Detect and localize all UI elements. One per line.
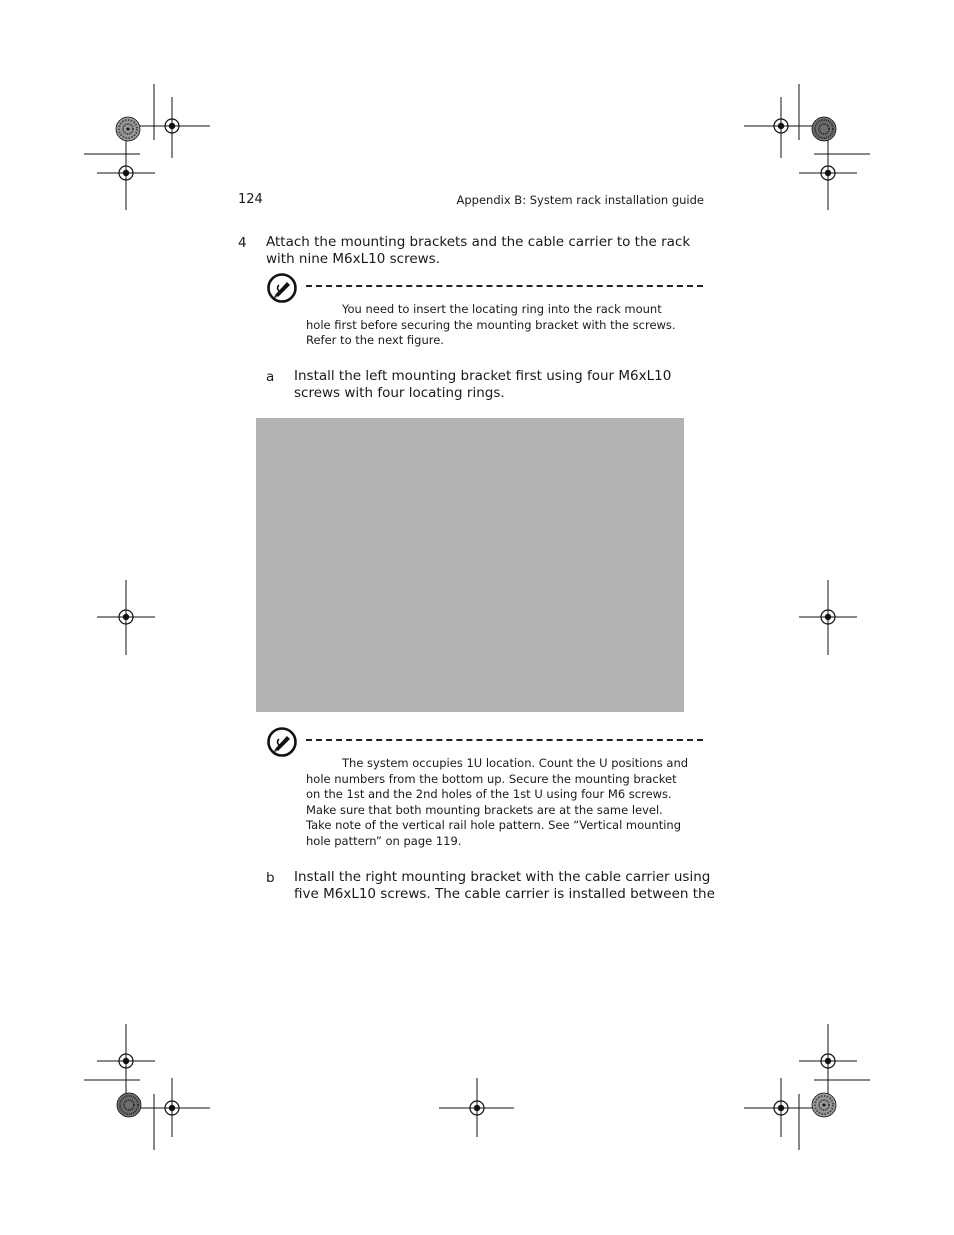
substep-b-letter: b — [266, 870, 275, 886]
substep-a-line-1: Install the left mounting bracket first using four M6xL10 — [294, 368, 672, 384]
note-1-line-3: Refer to the next figure. — [306, 333, 444, 348]
page-number: 124 — [238, 192, 263, 207]
note-1-line-2: hole first before securing the mounting bracket with the screws. — [306, 317, 676, 332]
substep-a-letter: a — [266, 369, 275, 385]
note-1-line-1: You need to insert the locating ring into the rack mount — [342, 302, 662, 316]
step-4-line-1: Attach the mounting brackets and the cable carrier to the rack — [266, 234, 691, 250]
step-4-line-2: with nine M6xL10 screws. — [266, 251, 440, 267]
substep-b-line-2: five M6xL10 screws. The cable carrier is installed between the — [294, 886, 715, 902]
note-2-line-6: hole pattern” on page 119. — [306, 833, 462, 848]
step-number: 4 — [238, 235, 247, 251]
substep-a-line-2: screws with four locating rings. — [294, 385, 505, 401]
note-2-line-1: The system occupies 1U location. Count the U positions and — [342, 756, 689, 770]
note-2-line-5: Take note of the vertical rail hole pattern. See “Vertical mounting — [306, 818, 682, 833]
note-2-line-2: hole numbers from the bottom up. Secure the mounting bracket — [306, 771, 677, 786]
note-2-line-3: on the 1st and the 2nd holes of the 1st U using four M6 screws. — [306, 787, 672, 802]
note-2-line-4: Make sure that both mounting brackets are at the same level. — [306, 802, 663, 817]
running-header: Appendix B: System rack installation guide — [456, 193, 704, 207]
substep-b-line-1: Install the right mounting bracket with the cable carrier using — [294, 869, 711, 885]
